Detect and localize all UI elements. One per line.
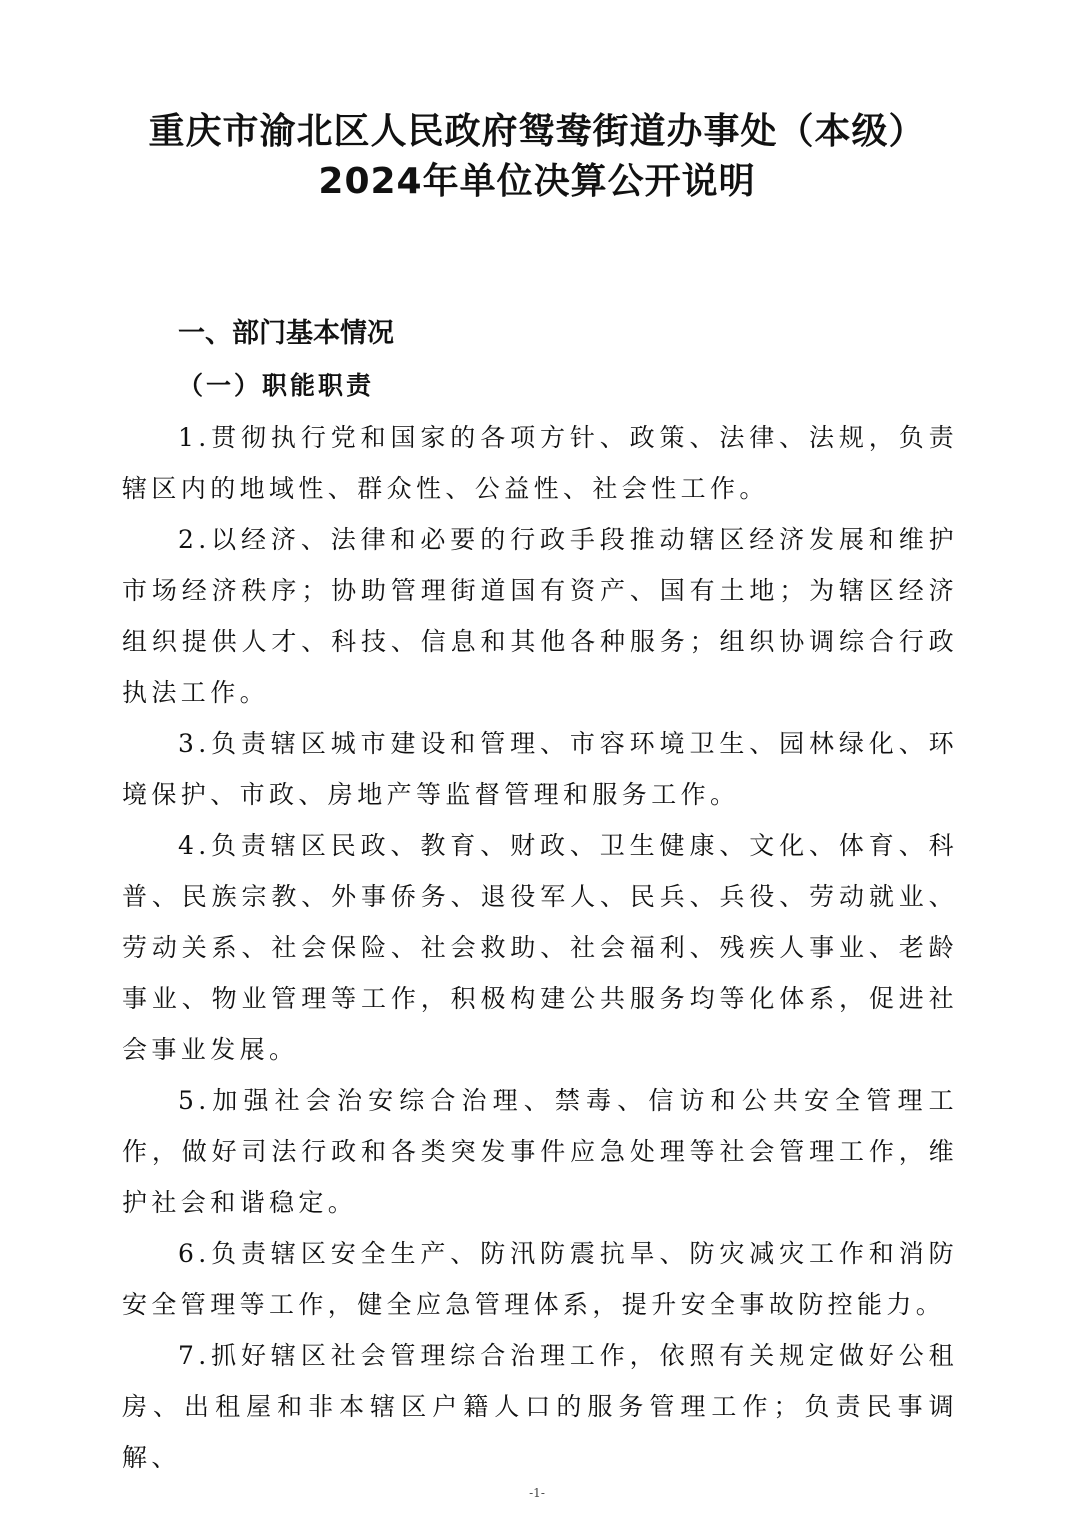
paragraph-4: 4.负责辖区民政、教育、财政、卫生健康、文化、体育、科普、民族宗教、外事侨务、退役军人、民兵、兵役、劳动就业、劳动关系、社会保险、社会救助、社会福利、残疾人事业、老龄事业、物业管理等工作，积极构建公共服务均等化体系，促进社会事业发展。 xyxy=(122,831,958,1064)
paragraph-6: 6.负责辖区安全生产、防汛防震抗旱、防灾减灾工作和消防安全管理等工作，健全应急管理体系，提升安全事故防控能力。 xyxy=(122,1239,958,1319)
paragraph-1: 1.贯彻执行党和国家的各项方针、政策、法律、法规，负责辖区内的地域性、群众性、公益性、社会性工作。 xyxy=(122,423,958,503)
paragraph-5: 5.加强社会治安综合治理、禁毒、信访和公共安全管理工作，做好司法行政和各类突发事件应急处理等社会管理工作，维护社会和谐稳定。 xyxy=(122,1086,958,1217)
paragraph-7: 7.抓好辖区社会管理综合治理工作，依照有关规定做好公租房、出租屋和非本辖区户籍人口的服务管理工作；负责民事调解、 xyxy=(122,1341,958,1472)
document-title-line-1: 重庆市渝北区人民政府鸳鸯街道办事处（本级） xyxy=(148,111,926,152)
paragraph-2: 2.以经济、法律和必要的行政手段推动辖区经济发展和维护市场经济秩序；协助管理街道国有资产、国有土地；为辖区经济组织提供人才、科技、信息和其他各种服务；组织协调综合行政执法工作。 xyxy=(122,525,958,707)
document-body xyxy=(122,412,958,1483)
subsection-heading: （一）职能职责 xyxy=(178,371,375,400)
section-heading: 一、部门基本情况 xyxy=(178,318,394,349)
document-title-line-2: 2024年单位决算公开说明 xyxy=(318,161,756,202)
page-number: -1- xyxy=(529,1486,545,1500)
paragraph-3: 3.负责辖区城市建设和管理、市容环境卫生、园林绿化、环境保护、市政、房地产等监督管理和服务工作。 xyxy=(122,729,958,809)
